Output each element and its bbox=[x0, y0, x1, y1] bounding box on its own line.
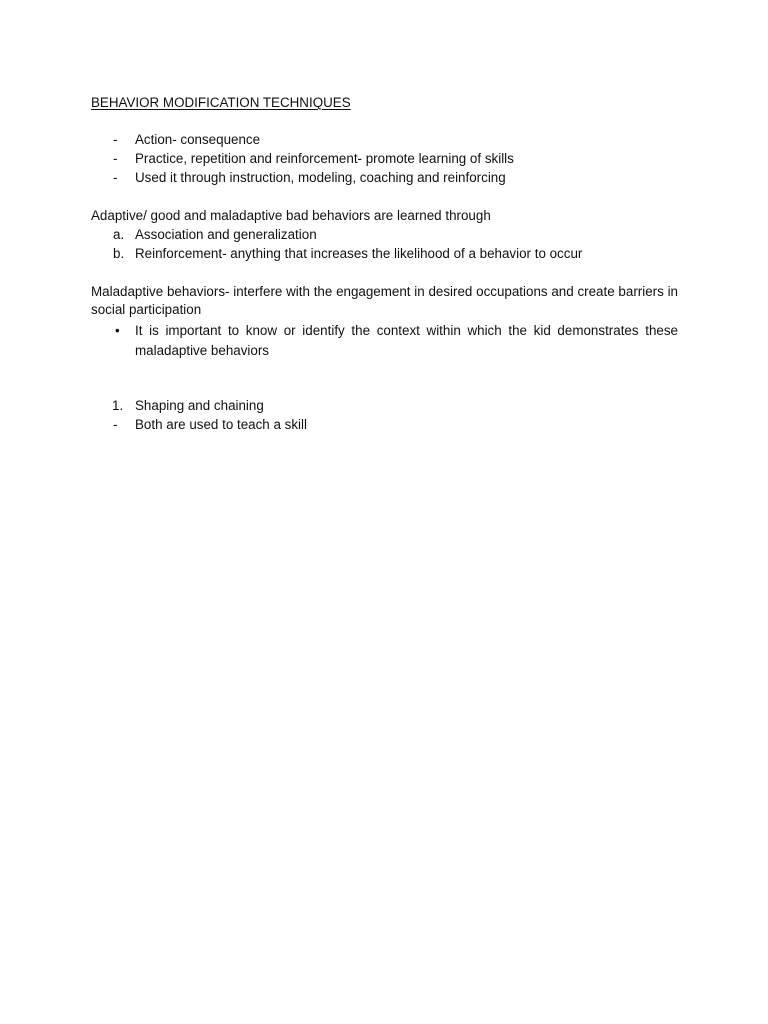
numbered-item: Shaping and chaining bbox=[135, 398, 264, 413]
list-item-marker: b. bbox=[113, 246, 125, 261]
bullet-item: It is important to know or identify the context within which the kid demonstrates these maladaptive behaviors bbox=[135, 323, 678, 358]
list-item: Practice, repetition and reinforcement- promote learning of skills bbox=[135, 151, 514, 166]
list-item: Reinforcement- anything that increases the likelihood of a behavior to occur bbox=[135, 246, 583, 261]
list-item-marker: a. bbox=[113, 227, 125, 242]
document-heading: BEHAVIOR MODIFICATION TECHNIQUES bbox=[91, 95, 351, 110]
list-item: Used it through instruction, modeling, coaching and reinforcing bbox=[135, 170, 506, 185]
list-item-marker: - bbox=[113, 132, 118, 147]
list-item: Both are used to teach a skill bbox=[135, 417, 307, 432]
list-item-marker: - bbox=[113, 417, 118, 432]
adaptive-intro: Adaptive/ good and maladaptive bad behaviors are learned through bbox=[91, 208, 491, 223]
maladaptive-paragraph: Maladaptive behaviors- interfere with the engagement in desired occupations and create barriers in social participation bbox=[91, 284, 678, 317]
list-item: Action- consequence bbox=[135, 132, 261, 147]
numbered-item-marker: 1. bbox=[112, 398, 124, 413]
list-item: Association and generalization bbox=[135, 227, 317, 242]
bullet-marker: • bbox=[115, 323, 120, 338]
list-item-marker: - bbox=[113, 151, 118, 166]
list-item-marker: - bbox=[113, 170, 118, 185]
